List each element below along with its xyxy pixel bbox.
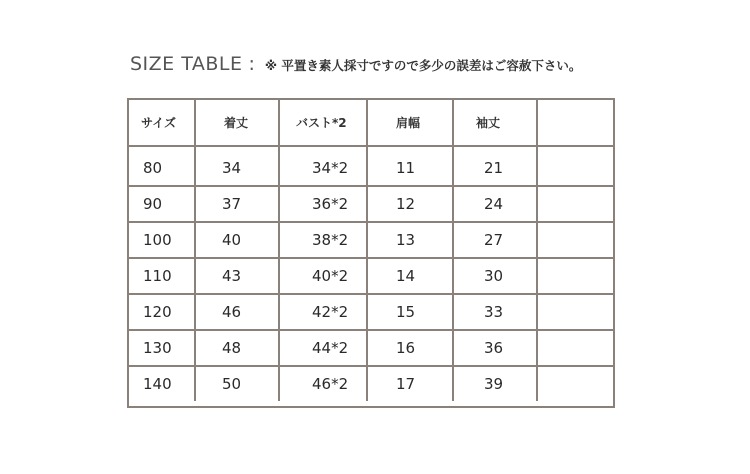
cell-sleeve: 30 [453,258,537,294]
cell-shoulder: 12 [367,186,453,222]
cell-empty [537,366,613,401]
table-row [129,151,613,186]
cell-bust: 34*2 [279,151,367,186]
size-table [127,98,615,408]
cell-empty [537,151,613,186]
header-shoulder: 肩幅 [367,100,453,146]
cell-sleeve: 24 [453,186,537,222]
cell-size: 120 [129,294,195,330]
cell-shoulder: 14 [367,258,453,294]
cell-bust: 44*2 [279,330,367,366]
header-length: 着丈 [195,100,279,146]
table-row [129,366,613,401]
cell-empty [537,186,613,222]
cell-sleeve: 21 [453,151,537,186]
header-bust: バスト*2 [279,100,367,146]
cell-shoulder: 13 [367,222,453,258]
cell-length: 50 [195,366,279,401]
size-table-title [130,53,581,75]
cell-length: 48 [195,330,279,366]
cell-size: 110 [129,258,195,294]
cell-length: 34 [195,151,279,186]
cell-shoulder: 17 [367,366,453,401]
header-row [129,100,613,146]
cell-empty [537,294,613,330]
cell-bust: 42*2 [279,294,367,330]
cell-shoulder: 16 [367,330,453,366]
cell-bust: 38*2 [279,222,367,258]
cell-length: 46 [195,294,279,330]
cell-size: 130 [129,330,195,366]
cell-sleeve: 39 [453,366,537,401]
title-main: SIZE TABLE [130,53,243,75]
size-grid [129,100,613,401]
table-row [129,222,613,258]
cell-length: 40 [195,222,279,258]
cell-size: 140 [129,366,195,401]
cell-empty [537,330,613,366]
table-row [129,186,613,222]
cell-bust: 40*2 [279,258,367,294]
cell-size: 90 [129,186,195,222]
cell-sleeve: 27 [453,222,537,258]
header-sleeve: 袖丈 [453,100,537,146]
header-empty [537,100,613,146]
table-row [129,294,613,330]
cell-size: 100 [129,222,195,258]
cell-bust: 46*2 [279,366,367,401]
cell-empty [537,222,613,258]
cell-size: 80 [129,151,195,186]
measurement-note: ※ 平置き素人採寸ですので多少の誤差はご容赦下さい。 [264,58,582,73]
cell-shoulder: 11 [367,151,453,186]
cell-empty [537,258,613,294]
table-row [129,258,613,294]
table-row [129,330,613,366]
cell-shoulder: 15 [367,294,453,330]
cell-sleeve: 33 [453,294,537,330]
cell-length: 43 [195,258,279,294]
cell-bust: 36*2 [279,186,367,222]
title-colon: : [248,53,255,75]
cell-length: 37 [195,186,279,222]
cell-sleeve: 36 [453,330,537,366]
header-size: サイズ [129,100,195,146]
